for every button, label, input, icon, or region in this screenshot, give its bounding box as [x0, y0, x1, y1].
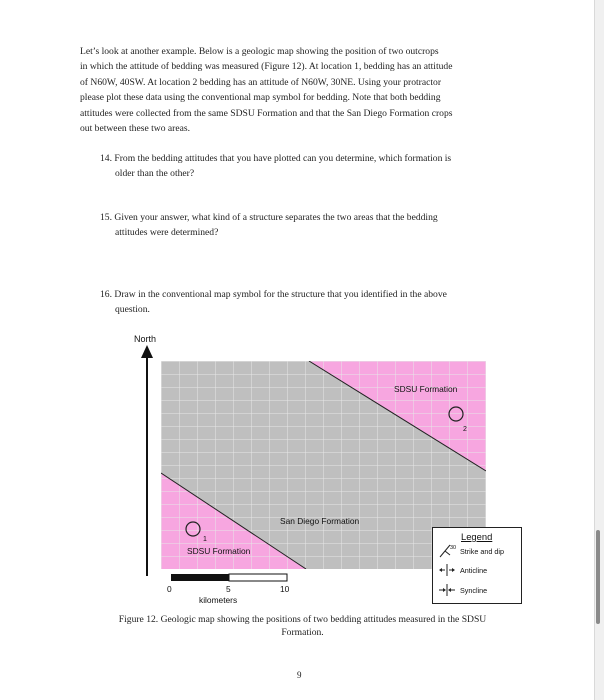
question-15 — [100, 211, 540, 240]
legend-strike-dip-label: Strike and dip — [460, 546, 504, 556]
location-2-label: 2 — [463, 426, 467, 433]
intro-paragraph — [80, 44, 525, 136]
scale-tick-5: 5 — [226, 584, 231, 594]
middle-formation-label: San Diego Formation — [280, 516, 360, 526]
legend-anticline-label: Anticline — [460, 565, 488, 575]
page-number: 9 — [297, 670, 302, 680]
intro-line: please plot these data using the conventional map symbol for bedding. Note that both bedding — [80, 92, 441, 104]
location-1-label: 1 — [203, 536, 207, 543]
syncline-icon — [437, 583, 459, 597]
legend-syncline-label: Syncline — [460, 585, 488, 595]
north-label: North — [134, 334, 157, 344]
scale-bar-graphic — [170, 573, 290, 583]
intro-line: of N60W, 40SW. At location 2 bedding has an attitude of N60W, 30NE. Using your protractor — [80, 76, 442, 88]
question-line: attitudes were determined? — [115, 226, 219, 238]
question-line: 15. Given your answer, what kind of a structure separates the two areas that the bedding — [100, 212, 438, 223]
strike-dip-value: 30 — [450, 545, 457, 551]
legend-box — [432, 527, 522, 604]
scale-tick-10: 10 — [280, 584, 290, 594]
question-16 — [100, 288, 540, 317]
upper-formation-label: SDSU Formation — [394, 384, 458, 394]
question-line: older than the other? — [115, 167, 195, 179]
intro-line: attitudes were collected from the same SDSU Formation and that the San Diego Formation crops — [80, 107, 453, 119]
legend-title: Legend — [461, 531, 493, 542]
legend-row-anticline — [437, 563, 487, 577]
anticline-icon — [437, 563, 459, 577]
scale-bar — [167, 573, 290, 613]
question-14 — [100, 152, 540, 181]
scale-unit: kilometers — [199, 595, 238, 605]
intro-line: in which the attitude of bedding was measured (Figure 12). At location 1, bedding has an attitude — [80, 61, 453, 73]
question-line: 16. Draw in the conventional map symbol for the structure that you identified in the above — [100, 289, 447, 300]
caption-line: Figure 12. Geologic map showing the positions of two bedding attitudes measured in the SDSU — [118, 614, 487, 625]
question-line: 14. From the bedding attitudes that you have plotted can you determine, which formation is — [100, 153, 452, 164]
scale-tick-0: 0 — [167, 584, 172, 594]
lower-formation-label: SDSU Formation — [187, 546, 251, 556]
legend-row-strike-dip — [437, 544, 504, 558]
figure-caption — [80, 613, 525, 639]
intro-line: out between these two areas. — [80, 123, 191, 135]
question-line: question. — [115, 303, 150, 315]
scrollbar-thumb[interactable] — [596, 530, 600, 624]
legend-row-syncline — [437, 583, 487, 597]
caption-line: Formation. — [281, 627, 324, 638]
intro-line: Let’s look at another example. Below is a geologic map showing the position of two outcrops — [80, 46, 439, 57]
north-arrow-icon — [140, 345, 154, 577]
